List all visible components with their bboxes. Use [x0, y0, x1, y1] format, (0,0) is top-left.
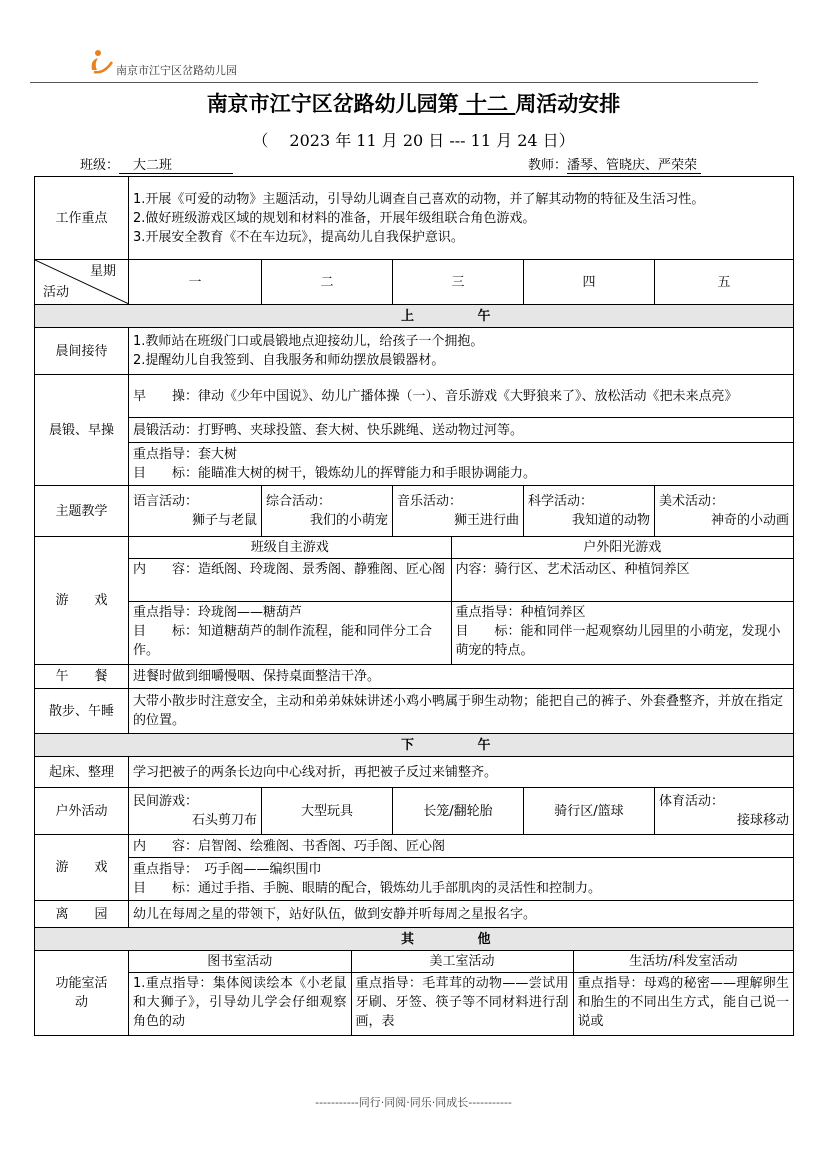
leave-label: 离 园	[35, 901, 129, 928]
outdoor-cell-mon: 民间游戏： 石头剪刀布	[129, 788, 262, 835]
outdoor-game-title: 户外阳光游戏	[451, 537, 793, 559]
weekday-corner-cell	[35, 260, 129, 305]
theme-cell-tue: 综合活动： 我们的小萌宠	[262, 486, 393, 537]
class-game-content: 内 容：造纸阁、玲珑阁、景秀阁、静雅阁、匠心阁	[129, 559, 451, 602]
other-section-row	[35, 928, 794, 951]
weekday-wed: 三	[393, 260, 524, 305]
work-focus-item: 3.开展安全教育《不在车边玩》，提高幼儿自我保护意识。	[133, 229, 464, 245]
afternoon-section-row	[35, 734, 794, 757]
reception-content	[129, 328, 794, 375]
class-game-title: 班级自主游戏	[129, 537, 451, 559]
exercise-content	[129, 375, 794, 486]
outdoor-row	[35, 788, 794, 835]
exercise-focus: 重点指导：套大树	[133, 447, 238, 462]
class-game-focus: 重点指导：玲珑阁——糖葫芦	[133, 605, 303, 620]
header-school-name: 南京市江宁区岔路幼儿园	[116, 64, 237, 77]
game-pm-label: 游 戏	[35, 835, 129, 901]
schedule-table	[34, 176, 794, 1036]
theme-label: 主题教学	[35, 486, 129, 537]
weekday-header-row	[35, 260, 794, 305]
work-focus-item: 1.开展《可爱的动物》主题活动，引导幼儿调查自己喜欢的动物，并了解其动物的特征及生活习性。	[133, 191, 705, 207]
week-number: 十二	[458, 91, 516, 116]
morning-exercise-text: 早 操：律动《少年中国说》、幼儿广播体操（一）、音乐游戏《大野狼来了》、放松活动《把未来点亮》	[129, 375, 793, 418]
school-logo-icon	[88, 46, 114, 76]
work-focus-item: 2.做好班级游戏区域的规划和材料的准备，开展年级组联合角色游戏。	[133, 210, 536, 226]
reception-label: 晨间接待	[35, 328, 129, 375]
outdoor-game-goal: 目 标：能和同伴一起观察幼儿园里的小萌宠，发现小萌宠的特点。	[455, 624, 781, 658]
theme-cell-wed: 音乐活动： 狮王进行曲	[393, 486, 524, 537]
work-focus-row	[35, 177, 794, 260]
header-divider	[30, 82, 758, 83]
weekday-thu: 四	[524, 260, 655, 305]
afternoon-section-title: 下 午	[35, 734, 794, 757]
exercise-row	[35, 375, 794, 486]
theme-activity-name: 神奇的小动画	[711, 513, 790, 528]
class-info: 班级： 大二班	[80, 154, 233, 174]
reception-row	[35, 328, 794, 375]
nap-content: 大带小散步时注意安全，主动和弟弟妹妹讲述小鸡小鸭属于卵生动物；能把自己的裤子、外套叠整齐，并放在指定的位置。	[129, 689, 794, 734]
game-pm-goal: 目 标：通过手指、手腕、眼睛的配合，锻炼幼儿手部肌肉的灵活性和控制力。	[133, 881, 602, 896]
class-value: 大二班	[119, 154, 233, 174]
theme-cell-mon: 语言活动： 狮子与老鼠	[129, 486, 262, 537]
morning-activities-text: 晨锻活动：打野鸭、夹球投篮、套大树、快乐跳绳、送动物过河等。	[129, 418, 793, 443]
theme-cell-fri: 美术活动： 神奇的小动画	[655, 486, 794, 537]
exercise-label: 晨锻、早操	[35, 375, 129, 486]
library-content: 1.重点指导：集体阅读绘本《小老鼠和大狮子》，引导幼儿学会仔细观察角色的动	[129, 973, 351, 1036]
morning-section-row	[35, 305, 794, 328]
weekday-mon: 一	[129, 260, 262, 305]
outdoor-game-content: 内容：骑行区、艺术活动区、种植饲养区	[451, 559, 793, 602]
nap-label: 散步、午睡	[35, 689, 129, 734]
function-room-label: 功能室活动	[35, 951, 129, 1036]
class-game-goal: 目 标：知道糖葫芦的制作流程，能和同伴分工合作。	[133, 624, 433, 658]
function-room-row	[35, 951, 794, 1036]
weekday-tue: 二	[262, 260, 393, 305]
outdoor-game-focus: 重点指导：种植饲养区	[455, 605, 586, 620]
weekday-fri: 五	[655, 260, 794, 305]
game-pm-content: 内 容：启智阁、绘雅阁、书香阁、巧手阁、匠心阁	[129, 835, 793, 858]
outdoor-label: 户外活动	[35, 788, 129, 835]
page-footer: -----------同行·同阅·同乐·同成长-----------	[315, 1096, 512, 1109]
other-section-title: 其 他	[35, 928, 794, 951]
page-title: 南京市江宁区岔路幼儿园第 十二 周活动安排	[206, 91, 621, 116]
work-focus-label: 工作重点	[35, 177, 129, 260]
morning-section-title: 上 午	[35, 305, 794, 328]
wake-row	[35, 757, 794, 788]
teacher-value: 潘琴、管晓庆、严荣荣	[567, 158, 701, 174]
game-pm-row	[35, 835, 794, 901]
theme-activity-name: 狮王进行曲	[453, 513, 519, 528]
theme-row	[35, 486, 794, 537]
outdoor-cell-fri: 体育活动： 接球移动	[655, 788, 794, 835]
lunch-row	[35, 665, 794, 689]
library-title: 图书室活动	[129, 951, 351, 973]
date-range: （ 2023 年 11 月 20 日 --- 11 月 24 日）	[252, 131, 575, 150]
outdoor-cell-tue: 大型玩具	[262, 788, 393, 835]
wake-content: 学习把被子的两条长边向中心线对折，再把被子反过来铺整齐。	[129, 757, 794, 788]
life-science-content: 重点指导：母鸡的秘密——理解卵生和胎生的不同出生方式，能自己说一说或	[573, 973, 793, 1036]
lunch-label: 午 餐	[35, 665, 129, 689]
art-room-title: 美工室活动	[351, 951, 573, 973]
corner-weekday-label: 星期	[89, 264, 116, 279]
corner-activity-label: 活动	[43, 285, 70, 300]
lunch-content: 进餐时做到细嚼慢咽、保持桌面整洁干净。	[129, 665, 794, 689]
page-header	[88, 44, 758, 84]
reception-item: 1.教师站在班级门口或晨锻地点迎接幼儿，给孩子一个拥抱。	[133, 334, 484, 349]
nap-row	[35, 689, 794, 734]
wake-label: 起床、整理	[35, 757, 129, 788]
theme-activity-name: 我们的小萌宠	[309, 513, 388, 528]
reception-item: 2.提醒幼儿自我签到、自我服务和师幼摆放晨锻器材。	[133, 353, 445, 368]
life-science-title: 生活坊/科发室活动	[573, 951, 793, 973]
game-am-row	[35, 537, 794, 665]
theme-activity-name: 狮子与老鼠	[191, 513, 257, 528]
art-room-content: 重点指导：毛茸茸的动物——尝试用牙刷、牙签、筷子等不同材料进行刮画，表	[351, 973, 573, 1036]
game-am-label: 游 戏	[35, 537, 129, 665]
game-pm-focus: 重点指导： 巧手阁——编织围巾	[133, 862, 322, 877]
work-focus-content	[129, 177, 794, 260]
leave-content: 幼儿在每周之星的带领下，站好队伍，做到安静并听每周之星报名字。	[129, 901, 794, 928]
exercise-goal: 目 标：能瞄准大树的树干，锻炼幼儿的挥臂能力和手眼协调能力。	[133, 466, 537, 481]
theme-activity-name: 我知道的动物	[571, 513, 650, 528]
outdoor-cell-wed: 长笼/翻轮胎	[393, 788, 524, 835]
outdoor-cell-thu: 骑行区/篮球	[524, 788, 655, 835]
teacher-info: 教师：潘琴、管晓庆、严荣荣	[528, 154, 701, 173]
leave-row	[35, 901, 794, 928]
theme-cell-thu: 科学活动： 我知道的动物	[524, 486, 655, 537]
